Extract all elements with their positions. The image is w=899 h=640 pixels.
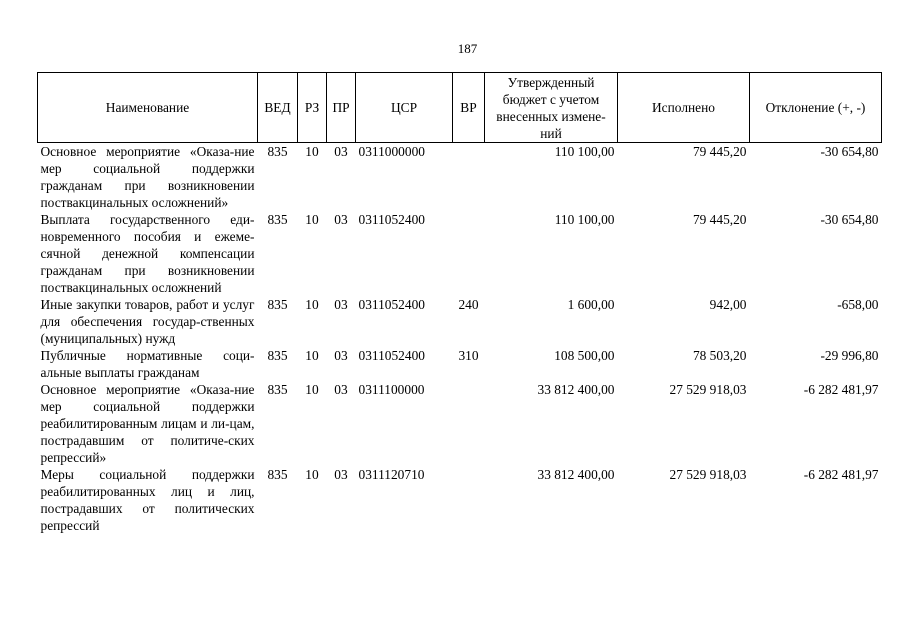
row-vr <box>453 143 485 212</box>
row-pr: 03 <box>334 297 348 312</box>
row-deviation: -6 282 481,97 <box>803 382 879 397</box>
header-vr: ВР <box>453 73 485 143</box>
row-deviation: -29 996,80 <box>820 348 879 363</box>
row-approved: 110 100,00 <box>554 212 615 227</box>
row-executed: 79 445,20 <box>692 212 747 227</box>
row-pr: 03 <box>334 467 348 482</box>
table-header <box>38 73 882 143</box>
row-deviation: -658,00 <box>837 297 879 312</box>
table-row <box>38 143 882 212</box>
row-name: Выплата государственного еди-новременного пособия и ежеме-сячной денежной компенсации гражданам при возникновении поствакцинальных осложнений <box>40 212 255 295</box>
row-executed: 27 529 918,03 <box>669 467 747 482</box>
row-approved: 108 500,00 <box>554 348 615 363</box>
row-deviation: -30 654,80 <box>820 212 879 227</box>
row-vr <box>453 381 485 466</box>
row-csr: 0311000000 <box>358 144 425 159</box>
row-name: Публичные нормативные соци-альные выплаты гражданам <box>40 348 255 380</box>
header-approved: Утвержденный бюджет с учетом внесенных измене-ний <box>485 73 618 143</box>
table-row <box>38 381 882 466</box>
row-pr: 03 <box>334 348 348 363</box>
row-rz: 10 <box>305 382 319 397</box>
header-executed: Исполнено <box>618 73 750 143</box>
row-rz: 10 <box>305 297 319 312</box>
row-rz: 10 <box>305 348 319 363</box>
table-row <box>38 347 882 381</box>
header-rz: РЗ <box>298 73 327 143</box>
row-rz: 10 <box>305 144 319 159</box>
row-vr <box>453 466 485 534</box>
row-pr: 03 <box>334 144 348 159</box>
row-name: Меры социальной поддержки реабилитированных лиц и лиц, пострадавших от политических репрессий <box>40 467 255 533</box>
row-vr: 310 <box>458 348 479 363</box>
row-pr: 03 <box>334 382 348 397</box>
row-csr: 0311052400 <box>358 212 425 227</box>
row-approved: 33 812 400,00 <box>537 467 615 482</box>
header-deviation: Отклонение (+, -) <box>750 73 882 143</box>
table-row <box>38 211 882 296</box>
row-ved: 835 <box>267 467 288 482</box>
row-approved: 110 100,00 <box>554 144 615 159</box>
header-csr: ЦСР <box>356 73 453 143</box>
row-ved: 835 <box>267 144 288 159</box>
row-name: Основное мероприятие «Оказа-ние мер социальной поддержки реабилитированным лицам и ли-цам, пострадавшим от политиче-ских репрессий» <box>40 382 255 465</box>
row-csr: 0311120710 <box>358 467 425 482</box>
row-ved: 835 <box>267 297 288 312</box>
row-deviation: -6 282 481,97 <box>803 467 879 482</box>
row-vr: 240 <box>458 297 479 312</box>
row-executed: 27 529 918,03 <box>669 382 747 397</box>
table-body <box>38 143 882 535</box>
row-rz: 10 <box>305 212 319 227</box>
row-name: Иные закупки товаров, работ и услуг для обеспечения государ-ственных (муниципальных) нужд <box>40 297 255 346</box>
header-pr: ПР <box>327 73 356 143</box>
row-ved: 835 <box>267 212 288 227</box>
header-name: Наименование <box>38 73 258 143</box>
row-deviation: -30 654,80 <box>820 144 879 159</box>
table-row <box>38 296 882 347</box>
budget-execution-table <box>37 72 882 534</box>
table-row <box>38 466 882 534</box>
row-ved: 835 <box>267 348 288 363</box>
row-ved: 835 <box>267 382 288 397</box>
row-name: Основное мероприятие «Оказа-ние мер социальной поддержки гражданам при возникновении поствакцинальных осложнений» <box>40 144 255 210</box>
row-csr: 0311100000 <box>358 382 425 397</box>
row-executed: 79 445,20 <box>692 144 747 159</box>
row-approved: 1 600,00 <box>567 297 615 312</box>
row-approved: 33 812 400,00 <box>537 382 615 397</box>
row-executed: 78 503,20 <box>692 348 747 363</box>
page-number: 187 <box>457 41 478 56</box>
header-ved: ВЕД <box>258 73 298 143</box>
row-executed: 942,00 <box>709 297 747 312</box>
row-rz: 10 <box>305 467 319 482</box>
row-csr: 0311052400 <box>358 297 425 312</box>
row-pr: 03 <box>334 212 348 227</box>
row-csr: 0311052400 <box>358 348 425 363</box>
row-vr <box>453 211 485 296</box>
